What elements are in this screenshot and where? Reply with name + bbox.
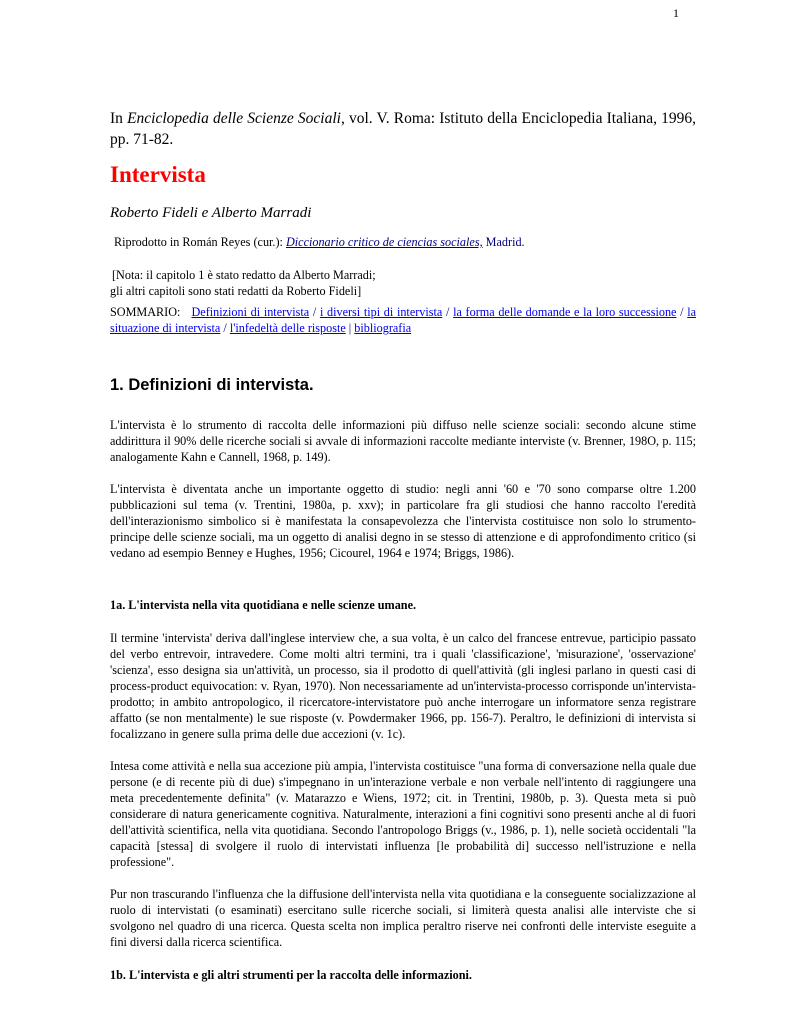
reproduction-place: Madrid.	[482, 235, 525, 249]
page-number: 1	[673, 6, 679, 20]
toc-label: SOMMARIO:	[110, 305, 181, 319]
note-line-2: gli altri capitoli sono stati redatti da Roberto Fideli]	[110, 284, 362, 298]
subsection-heading-1b: 1b. L'intervista e gli altri strumenti per la raccolta delle informazioni.	[110, 968, 472, 982]
section-heading-1: 1. Definizioni di intervista.	[110, 376, 314, 394]
reproduction-lead: Riprodotto in Román Reyes (cur.):	[114, 235, 286, 249]
toc-link-tipi[interactable]: i diversi tipi di intervista	[319, 305, 443, 319]
source-citation	[110, 108, 696, 150]
paragraph: Pur non trascurando l'influenza che la diffusione dell'intervista nella vita quotidiana e la conseguente socializzazione al ruolo di intervistati (o esaminati) esercitano sulle ricerche sociali, si limiterà questa analisi alle interviste che si svolgono nel quadro di una ricerca. Questa scelta non implica peraltro riserve nei confronti delle interviste eseguite a fini diversi dalla ricerca scientifica.	[110, 887, 696, 949]
reproduction-note	[114, 235, 696, 250]
subsection-heading-1a: 1a. L'intervista nella vita quotidiana e nelle scienze umane.	[110, 598, 417, 612]
toc-separator: |	[345, 321, 355, 335]
page-title: Intervista	[110, 162, 206, 187]
toc-link-bibliografia[interactable]: bibliografia	[354, 321, 412, 335]
toc-link-definizioni[interactable]: Definizioni di intervista	[191, 305, 310, 319]
paragraph: Il termine 'intervista' deriva dall'inglese interview che, a sua volta, è un calco del francese entrevue, participio passato del verbo entrevoir, intravedere. Come molti altri termini, tra i quali 'classificazione', 'misurazione', 'osservazione' 'scienza', esso designa sia un'attività, un processo, sia il prodotto di quell'attività (gli inglesi parlano in questi casi di process-product equivocation: v. Ryan, 1970). Non necessariamente ad un'intervista-processo corrisponde un'intervista-prodotto; in ambito antropologico, il ricercatore-intervistatore può anche interrogare un informatore senza registrare affatto (se non mentalmente) le sue risposte (v. Powdermaker 1966, pp. 156-7). Peraltro, le definizioni di intervista si focalizzano in genere sulla prima delle due accezioni (v. 1c).	[110, 631, 696, 741]
toc-separator: /	[220, 321, 230, 335]
toc-separator: /	[442, 305, 454, 319]
citation-prefix: In	[110, 110, 128, 127]
authors: Roberto Fideli e Alberto Marradi	[110, 205, 312, 221]
paragraph: L'intervista è diventata anche un importante oggetto di studio: negli anni '60 e '70 sono comparse oltre 1.200 pubblicazioni sul tema (v. Trentini, 1980a, p. xxv); in particolare fra gli studiosi che hanno raccolto l'eredità dell'interazionismo simbolico si è manifestata la consapevolezza che l'intervista costituisce non solo lo strumento-principe delle scienze sociali, ma un oggetto di analisi degno in se stesso di attenzione e di approfondimento critico (si vedano ad esempio Benney e Hughes, 1956; Cicourel, 1964 e 1974; Briggs, 1986).	[110, 482, 696, 560]
toc-separator: /	[309, 305, 320, 319]
toc-link-infedelta[interactable]: l'infedeltà delle risposte	[229, 321, 346, 335]
citation-rest: , vol. V. Roma: Istituto della Enciclopedia Italiana, 1996, pp. 71-82.	[110, 110, 696, 148]
toc-link-forma-domande[interactable]: la forma delle domande e la loro successione	[453, 305, 677, 319]
paragraph: Intesa come attività e nella sua accezione più ampia, l'intervista costituisce "una forma di conversazione nella quale due persone (e di recente più di due) s'impegnano in un'interazione verbale e non verbale nell'intento di raggiungere una meta precedentemente definita" (v. Matarazzo e Wiens, 1972; cit. in Trentini, 1980b, p. 3). Questa meta si può considerare di natura genericamente cognitiva. Naturalmente, interazioni a fini cognitivi sono presenti anche al di fuori dell'attività scientifica, nella vita quotidiana. Secondo l'antropologo Briggs (v., 1986, p. 1), nelle società occidentali "la capacità [stessa] di svolgere il ruolo di intervistati influenza [le probabilità di] successo nell'istruzione e nella professione".	[110, 759, 696, 869]
citation-source: Enciclopedia delle Scienze Sociali	[127, 110, 341, 127]
toc-separator: /	[676, 305, 688, 319]
table-of-contents	[110, 304, 696, 336]
authorship-note	[110, 267, 696, 299]
document-content	[110, 108, 696, 983]
dictionary-link[interactable]: Diccionario critico de ciencias sociales,	[285, 235, 483, 249]
toc-link-situazione[interactable]: la situazione di intervista	[110, 305, 697, 335]
paragraph: L'intervista è lo strumento di raccolta delle informazioni più diffuso nelle scienze sociali: secondo alcune stime addirittura il 90% delle ricerche sociali si avvale di informazioni raccolte mediante interviste (v. Brenner, 198O, p. 115; analogamente Kahn e Cannell, 1968, p. 149).	[110, 418, 696, 464]
note-line-1: [Nota: il capitolo 1 è stato redatto da Alberto Marradi;	[112, 268, 376, 282]
